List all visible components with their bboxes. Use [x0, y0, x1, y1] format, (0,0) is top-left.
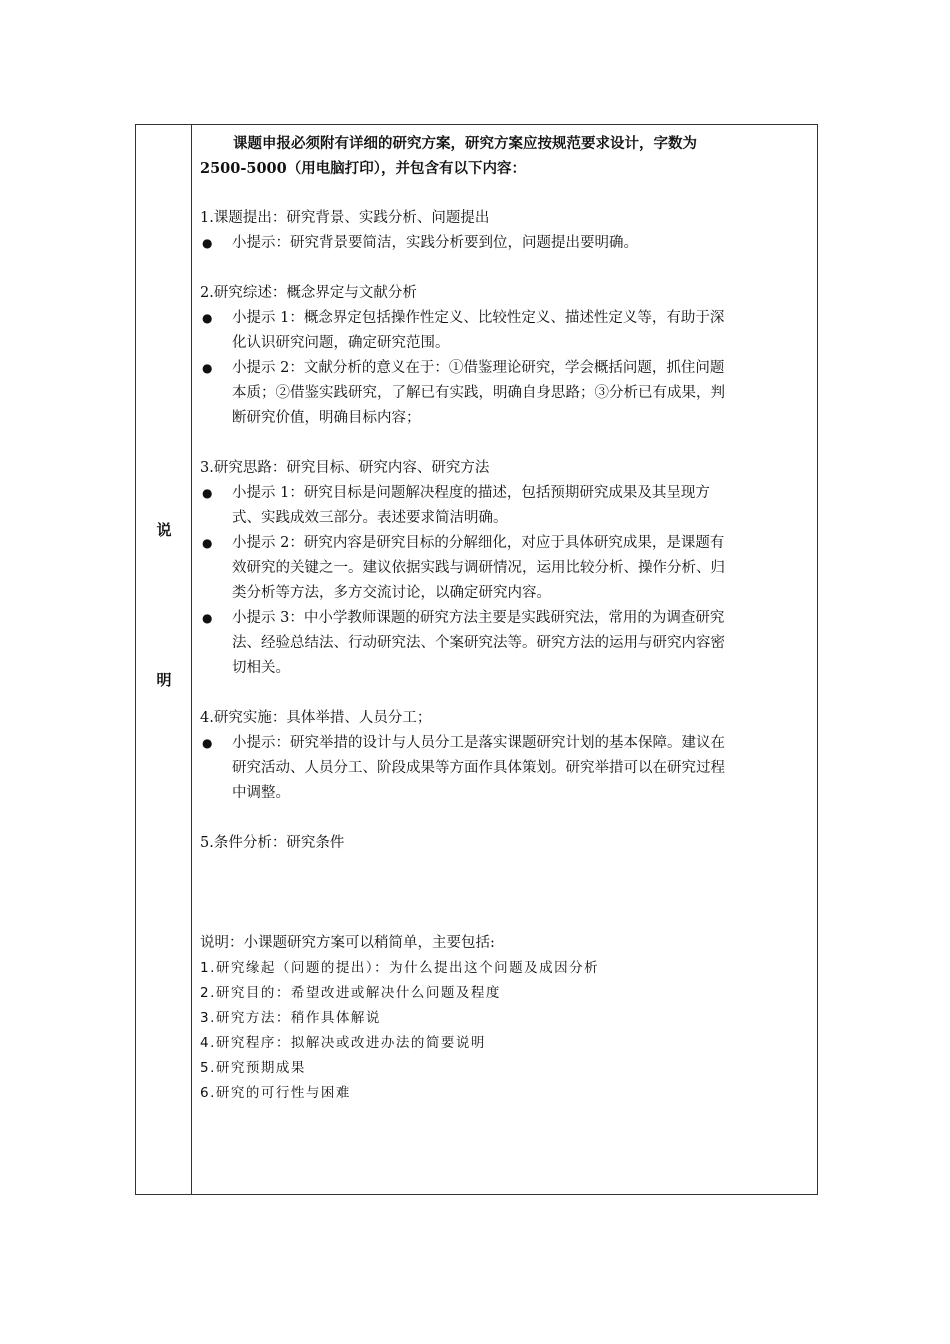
section-heading: 4.研究实施：具体举措、人员分工； — [200, 710, 432, 726]
intro-line-1: 课题申报必须附有详细的研究方案，研究方案应按规范要求设计，字数为 — [233, 135, 697, 152]
section-heading: 2.研究综述：概念界定与文献分析 — [200, 285, 417, 301]
bullet-line: 断研究价值，明确目标内容； — [232, 410, 421, 426]
note-item: 5.研究预期成果 — [200, 1060, 306, 1076]
bullet-line: 小提示：研究背景要简洁，实践分析要到位，问题提出要明确。 — [232, 235, 638, 251]
note-title: 说明：小课题研究方案可以稍简单，主要包括: — [200, 935, 495, 951]
bullet-dot-icon: ● — [202, 736, 213, 750]
bullet-dot-icon: ● — [202, 361, 213, 375]
note-item: 6.研究的可行性与困难 — [200, 1085, 351, 1101]
bullet-line: 法、经验总结法、行动研究法、个案研究法等。研究方法的运用与研究内容密 — [232, 635, 725, 651]
bullet-dot-icon: ● — [202, 236, 213, 250]
bullet-line: 效研究的关键之一。建议依据实践与调研情况，运用比较分析、操作分析、归 — [232, 560, 725, 576]
bullet-item — [200, 531, 810, 606]
label-char-2: 明 — [156, 671, 172, 689]
label-column — [136, 125, 192, 1194]
bullet-item — [200, 606, 810, 681]
bullet-dot-icon: ● — [202, 536, 213, 550]
bullet-line: 切相关。 — [232, 660, 290, 676]
bullet-line: 小提示 3：中小学教师课题的研究方法主要是实践研究法，常用的为调查研究 — [232, 610, 725, 626]
bullet-item — [200, 731, 810, 806]
bullet-dot-icon: ● — [202, 486, 213, 500]
bullet-line: 小提示 2：研究内容是研究目标的分解细化，对应于具体研究成果，是课题有 — [232, 535, 725, 551]
bullet-dot-icon: ● — [202, 611, 213, 625]
note-item: 4.研究程序：拟解决或改进办法的简要说明 — [200, 1035, 486, 1051]
section-heading: 1.课题提出：研究背景、实践分析、问题提出 — [200, 210, 490, 226]
bullet-line: 中调整。 — [232, 785, 290, 801]
bullet-item — [200, 481, 810, 531]
bullet-line: 小提示 1：概念界定包括操作性定义、比较性定义、描述性定义等，有助于深 — [232, 310, 725, 326]
content-cell — [200, 131, 810, 1106]
bullet-item — [200, 356, 810, 431]
bullet-line: 小提示：研究举措的设计与人员分工是落实课题研究计划的基本保障。建议在 — [232, 735, 725, 751]
intro-line-2: 2500-5000（用电脑打印），并包含有以下内容： — [200, 160, 526, 177]
bullet-line: 化认识研究问题，确定研究范围。 — [232, 335, 450, 351]
bullet-line: 本质；②借鉴实践研究，了解已有实践，明确自身思路；③分析已有成果，判 — [232, 385, 725, 401]
note-item: 2.研究目的：希望改进或解决什么问题及程度 — [200, 985, 501, 1001]
bullet-line: 研究活动、人员分工、阶段成果等方面作具体策划。研究举措可以在研究过程 — [232, 760, 725, 776]
bullet-line: 式、实践成效三部分。表述要求简洁明确。 — [232, 510, 508, 526]
label-char-1: 说 — [156, 521, 172, 539]
bullet-dot-icon: ● — [202, 311, 213, 325]
bullet-line: 小提示 1：研究目标是问题解决程度的描述，包括预期研究成果及其呈现方 — [232, 485, 710, 501]
bullet-line: 小提示 2：文献分析的意义在于：①借鉴理论研究，学会概括问题，抓住问题 — [232, 360, 725, 376]
section-heading: 3.研究思路：研究目标、研究内容、研究方法 — [200, 460, 490, 476]
document-table — [135, 124, 818, 1195]
note-item: 3.研究方法：稍作具体解说 — [200, 1010, 381, 1026]
note-item: 1.研究缘起（问题的提出）：为什么提出这个问题及成因分析 — [200, 960, 600, 976]
section-heading: 5.条件分析：研究条件 — [200, 835, 345, 851]
bullet-item — [200, 231, 810, 256]
bullet-item — [200, 306, 810, 356]
bullet-line: 类分析等方法，多方交流讨论，以确定研究内容。 — [232, 585, 551, 601]
